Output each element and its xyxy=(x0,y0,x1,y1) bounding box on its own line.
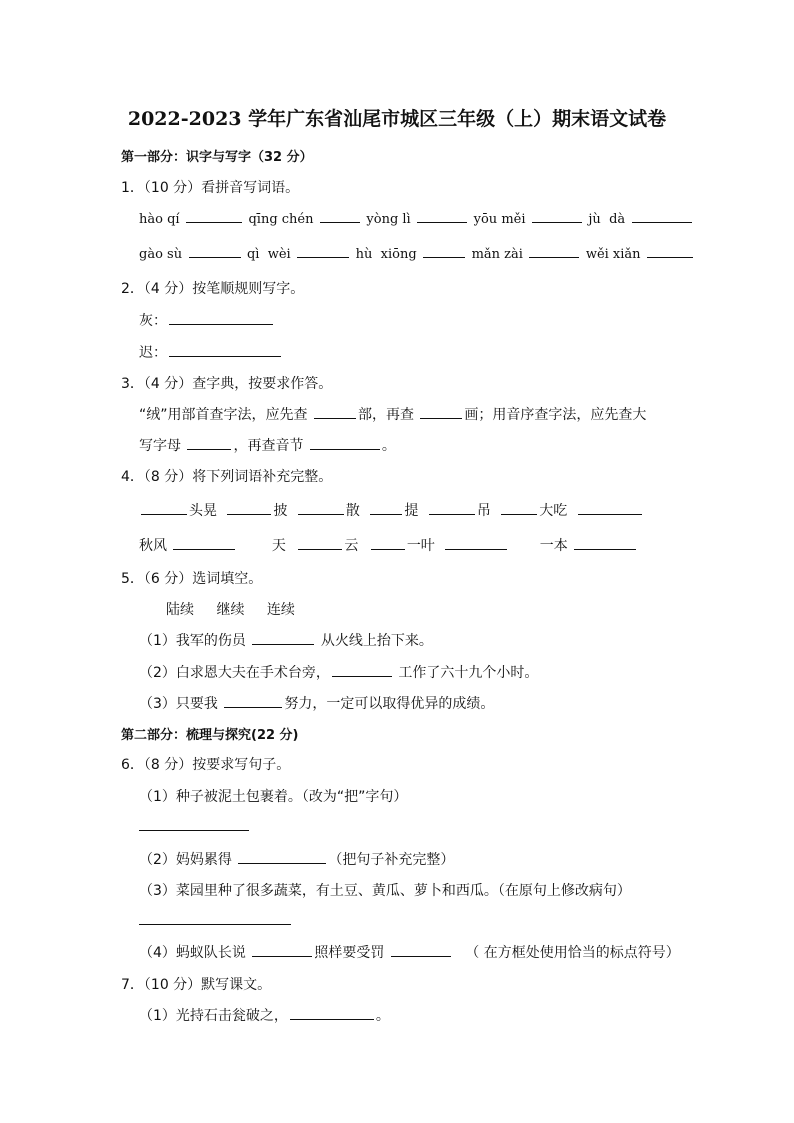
page-title: 2022-2023 学年广东省汕尾市城区三年级（上）期末语文试卷 xyxy=(127,108,667,130)
pinyin-4: yōu měi xyxy=(473,212,526,227)
q7-text: （1）光持石击瓮破之， xyxy=(139,1008,288,1024)
q3-text: 写字母 xyxy=(139,438,181,454)
q5-s2 xyxy=(139,662,538,682)
q4-row1 xyxy=(139,500,644,520)
pinyin-1: hào qí xyxy=(139,212,180,227)
q3-line1 xyxy=(139,404,646,424)
answer-blank[interactable] xyxy=(371,537,405,550)
idiom-part: 吊 xyxy=(476,503,491,519)
pinyin-7: qì wèi xyxy=(246,247,291,262)
answer-blank[interactable] xyxy=(187,437,231,450)
q5-s3 xyxy=(139,693,494,713)
answer-blank[interactable] xyxy=(332,664,392,677)
answer-blank[interactable] xyxy=(252,944,312,957)
q5-text: 努力，一定可以取得优异的成绩。 xyxy=(284,696,495,712)
idiom-part: 披 xyxy=(273,503,288,519)
pinyin-10: wěi xiǎn xyxy=(585,247,641,262)
idiom-part: 天 xyxy=(271,538,286,554)
q2-stem: 2．（4 分）按笔顺规则写字。 xyxy=(121,281,305,297)
q6-s4 xyxy=(139,942,680,962)
part2-heading: 第二部分：梳理与探究(22 分) xyxy=(121,728,299,743)
q7-s1 xyxy=(139,1005,390,1025)
answer-blank[interactable] xyxy=(290,1007,374,1020)
q3-text: 。 xyxy=(381,438,396,454)
pinyin-5: jù dà xyxy=(588,212,626,227)
answer-blank[interactable] xyxy=(532,210,582,223)
answer-blank[interactable] xyxy=(298,502,344,515)
q6-s1: （1）种子被泥土包裹着。（改为“把”字句） xyxy=(139,789,408,805)
answer-blank[interactable] xyxy=(578,502,642,515)
word-bank xyxy=(166,599,295,619)
idiom-part: 大吃 xyxy=(539,503,568,519)
idiom-part: 一本 xyxy=(539,538,568,554)
answer-blank[interactable] xyxy=(238,851,326,864)
q3-line2 xyxy=(139,435,396,455)
idiom-part: 秋风 xyxy=(139,538,167,554)
word-option: 陆续 xyxy=(166,602,194,618)
q3-stem: 3．（4 分）查字典，按要求作答。 xyxy=(121,376,333,392)
answer-blank[interactable] xyxy=(173,537,235,550)
answer-blank[interactable] xyxy=(310,437,380,450)
answer-blank[interactable] xyxy=(391,944,451,957)
answer-blank[interactable] xyxy=(632,210,692,223)
answer-blank[interactable] xyxy=(647,245,693,258)
idiom-part: 提 xyxy=(404,503,419,519)
q2-line2 xyxy=(139,342,283,362)
q7-stem: 7．（10 分）默写课文。 xyxy=(121,977,272,993)
q5-text: （2）白求恩大夫在手术台旁， xyxy=(139,665,330,681)
q3-text: ，再查音节 xyxy=(233,438,304,454)
answer-blank[interactable] xyxy=(169,344,281,357)
q1-stem: 1．（10 分）看拼音写词语。 xyxy=(121,180,300,196)
pinyin-9: mǎn zài xyxy=(471,247,523,262)
answer-line[interactable] xyxy=(139,830,249,831)
answer-line[interactable] xyxy=(139,924,291,925)
q5-stem: 5．（6 分）选词填空。 xyxy=(121,571,263,587)
answer-blank[interactable] xyxy=(529,245,579,258)
answer-blank[interactable] xyxy=(429,502,475,515)
q1-row2 xyxy=(139,245,695,262)
answer-blank[interactable] xyxy=(224,695,282,708)
part1-heading: 第一部分：识字与写字（32 分） xyxy=(121,150,313,165)
answer-blank[interactable] xyxy=(169,312,273,325)
idiom-part: 散 xyxy=(345,503,360,519)
q6-stem: 6．（8 分）按要求写句子。 xyxy=(121,757,291,773)
answer-blank[interactable] xyxy=(141,502,187,515)
idiom-part: 一叶 xyxy=(406,538,435,554)
answer-blank[interactable] xyxy=(297,245,349,258)
pinyin-2: qīng chén xyxy=(248,212,314,227)
q2-line1 xyxy=(139,310,275,330)
char-hui: 灰： xyxy=(139,313,167,329)
q6-text: （4）蚂蚁队长说 xyxy=(139,945,246,961)
q5-text: （3）只要我 xyxy=(139,696,218,712)
answer-blank[interactable] xyxy=(420,406,462,419)
word-option: 连续 xyxy=(266,602,295,618)
idiom-part: 云 xyxy=(344,538,359,554)
answer-blank[interactable] xyxy=(501,502,537,515)
pinyin-6: gào sù xyxy=(139,247,183,262)
q3-text: 画；用音序查字法，应先查大 xyxy=(464,407,647,423)
q5-text: 从火线上抬下来。 xyxy=(320,633,433,649)
answer-blank[interactable] xyxy=(298,537,342,550)
answer-blank[interactable] xyxy=(417,210,467,223)
q5-text: 工作了六十九个小时。 xyxy=(398,665,539,681)
answer-blank[interactable] xyxy=(314,406,356,419)
q5-s1 xyxy=(139,630,433,650)
pinyin-3: yòng lì xyxy=(366,212,411,227)
q1-row1 xyxy=(139,210,694,227)
answer-blank[interactable] xyxy=(574,537,636,550)
q3-text: “绒”用部首查字法，应先查 xyxy=(139,407,308,423)
pinyin-8: hù xiōng xyxy=(355,247,417,262)
q4-row2 xyxy=(139,535,638,555)
q6-text: 照样要受罚 xyxy=(314,945,385,961)
q7-text: 。 xyxy=(375,1008,390,1024)
q6-text: （ 在方框处使用恰当的标点符号） xyxy=(465,945,680,961)
word-option: 继续 xyxy=(216,602,245,618)
answer-blank[interactable] xyxy=(445,537,507,550)
q6-text: （把句子补充完整） xyxy=(328,852,455,868)
q6-s2 xyxy=(139,849,454,869)
answer-blank[interactable] xyxy=(320,210,360,223)
q6-text: （2）妈妈累得 xyxy=(139,852,232,868)
q4-stem: 4．（8 分）将下列词语补充完整。 xyxy=(121,469,333,485)
q6-s3: （3）菜园里种了很多蔬菜，有土豆、黄瓜、萝卜和西瓜。（在原句上修改病句） xyxy=(139,883,631,899)
answer-blank[interactable] xyxy=(186,210,242,223)
q3-text: 部，再查 xyxy=(357,407,414,423)
char-chi: 迟： xyxy=(139,345,167,361)
idiom-part: 头晃 xyxy=(189,503,217,519)
answer-blank[interactable] xyxy=(189,245,241,258)
q5-text: （1）我军的伤员 xyxy=(139,633,246,649)
answer-blank[interactable] xyxy=(227,502,271,515)
answer-blank[interactable] xyxy=(252,632,314,645)
answer-blank[interactable] xyxy=(370,502,402,515)
answer-blank[interactable] xyxy=(423,245,465,258)
